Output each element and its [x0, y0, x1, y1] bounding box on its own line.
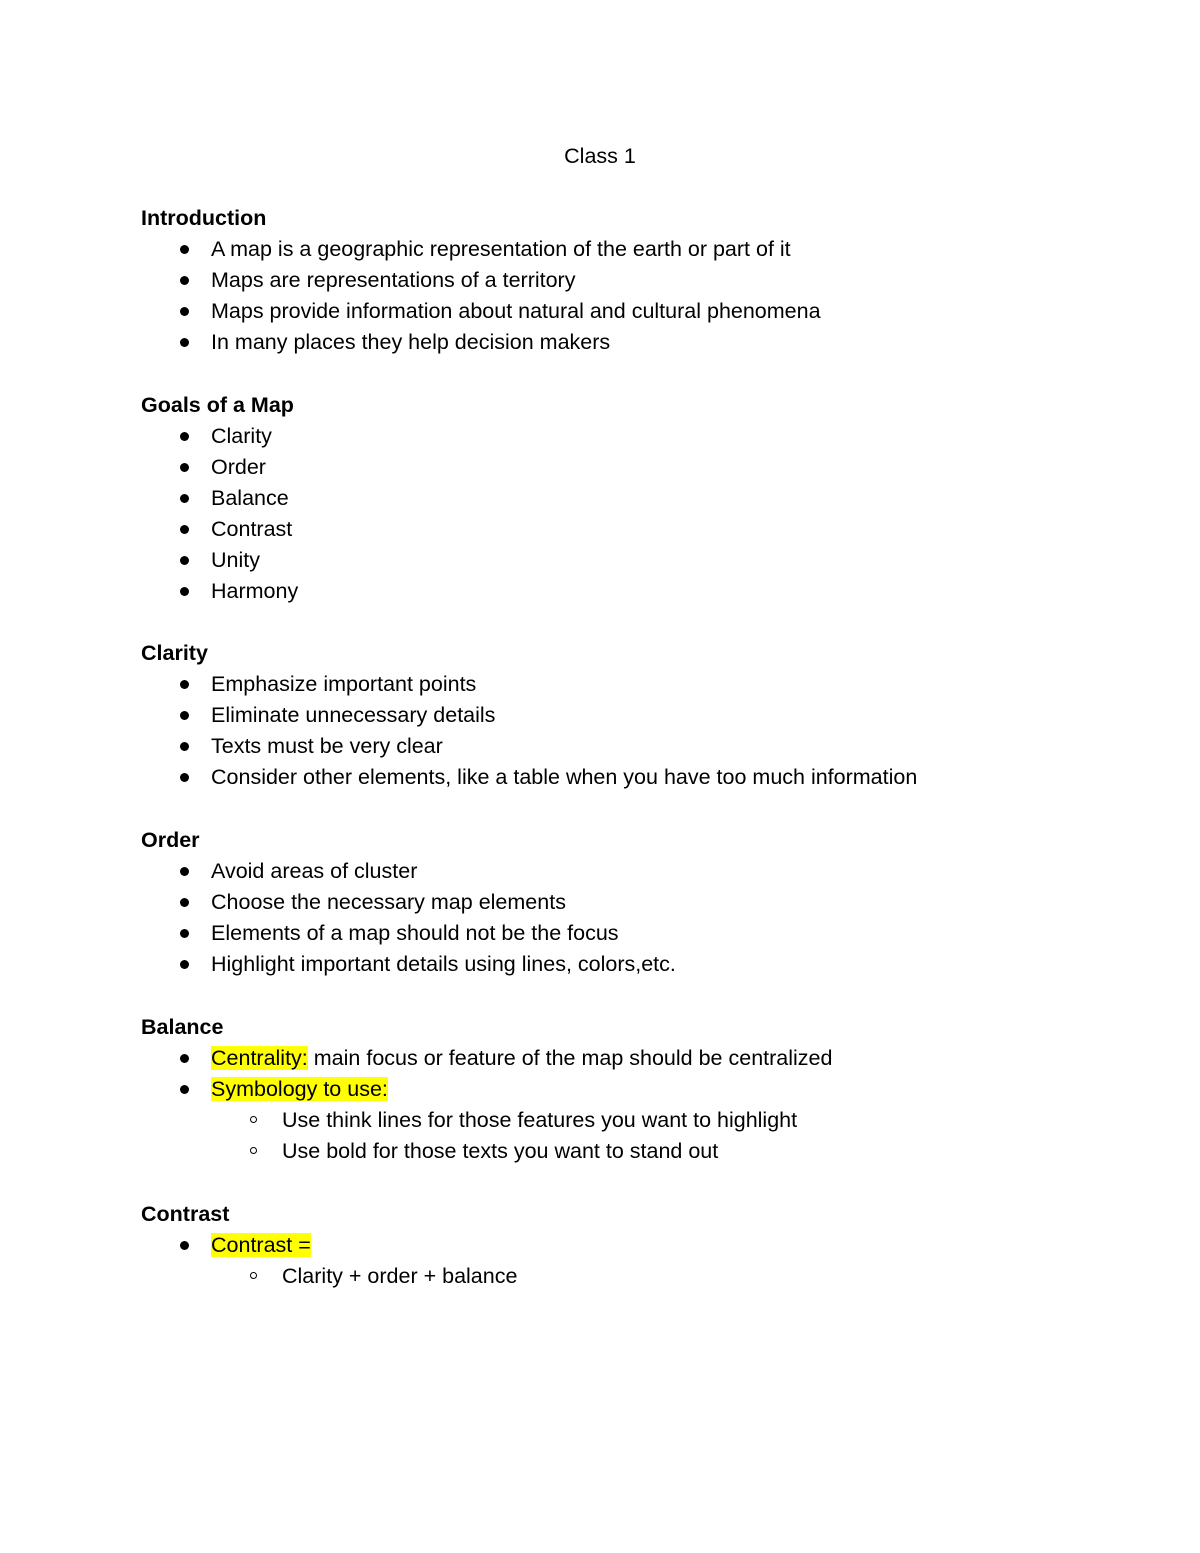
list-item — [141, 296, 821, 327]
section-heading-introduction: Introduction — [141, 206, 267, 230]
bullet-icon — [180, 245, 189, 254]
list-item — [141, 918, 676, 949]
list-item — [141, 421, 298, 452]
section-heading-order: Order — [141, 828, 200, 852]
list-item-text: In many places they help decision makers — [211, 330, 611, 355]
list-item-text: Texts must be very clear — [211, 734, 443, 759]
sub-list-item-text: Use bold for those texts you want to stand out — [282, 1139, 719, 1164]
list-item — [141, 234, 821, 265]
list-item — [141, 949, 676, 980]
list-item — [141, 762, 917, 793]
list-item — [141, 483, 298, 514]
bullet-icon — [180, 338, 189, 347]
section-heading-balance: Balance — [141, 1015, 224, 1039]
section-heading-goals: Goals of a Map — [141, 393, 294, 417]
symbology-sublist — [141, 1105, 832, 1167]
list-item-text: Eliminate unnecessary details — [211, 703, 496, 728]
list-item — [141, 669, 917, 700]
list-item-text: Highlight important details using lines, colors,etc. — [211, 952, 676, 977]
sub-list-item — [141, 1136, 832, 1167]
hollow-bullet-icon — [250, 1116, 257, 1123]
sub-list-item-text: Use think lines for those features you want to highlight — [282, 1108, 798, 1133]
contrast-list — [141, 1230, 517, 1292]
bullet-icon — [180, 1241, 189, 1250]
list-item — [141, 1230, 517, 1292]
list-item — [141, 576, 298, 607]
list-item — [141, 887, 676, 918]
list-item-text: Emphasize important points — [211, 672, 477, 696]
bullet-icon — [180, 494, 189, 503]
bullet-icon — [180, 929, 189, 938]
bullet-icon — [180, 680, 189, 689]
list-item-text: Consider other elements, like a table when you have too much information — [211, 765, 918, 790]
list-item — [141, 452, 298, 483]
section-heading-clarity: Clarity — [141, 641, 208, 665]
contrast-sublist — [141, 1261, 517, 1292]
list-item — [141, 545, 298, 576]
bullet-icon — [180, 1054, 189, 1063]
bullet-icon — [180, 1085, 189, 1094]
bullet-icon — [180, 276, 189, 285]
bullet-icon — [180, 525, 189, 534]
list-item — [141, 1043, 832, 1074]
balance-list — [141, 1043, 832, 1167]
list-item-text: Balance — [211, 486, 289, 511]
bullet-icon — [180, 587, 189, 596]
list-item-text: Maps are representations of a territory — [211, 268, 576, 293]
page-title: Class 1 — [564, 144, 636, 168]
bullet-icon — [180, 463, 189, 472]
bullet-icon — [180, 867, 189, 876]
list-item-text: Contrast — [211, 517, 293, 542]
bullet-icon — [180, 960, 189, 969]
list-item — [141, 1074, 832, 1167]
list-item — [141, 856, 676, 887]
highlighted-term-contrast: Contrast = — [211, 1233, 311, 1257]
list-item — [141, 514, 298, 545]
bullet-icon — [180, 742, 189, 751]
bullet-icon — [180, 773, 189, 782]
list-item-text: main focus or feature of the map should be centralized — [307, 1046, 833, 1070]
list-item-text: Maps provide information about natural and cultural phenomena — [211, 299, 821, 324]
list-item — [141, 265, 821, 296]
list-item-text: Order — [211, 455, 266, 480]
introduction-list — [141, 234, 821, 358]
list-item-text: Clarity — [211, 424, 272, 448]
list-item — [141, 700, 917, 731]
bullet-icon — [180, 898, 189, 907]
highlighted-term-symbology: Symbology to use: — [211, 1077, 388, 1102]
bullet-icon — [180, 432, 189, 441]
list-item — [141, 731, 917, 762]
bullet-icon — [180, 711, 189, 720]
list-item-text: Elements of a map should not be the focus — [211, 921, 619, 946]
bullet-icon — [180, 556, 189, 565]
list-item-text: Avoid areas of cluster — [211, 859, 418, 883]
order-list — [141, 856, 676, 980]
bullet-icon — [180, 307, 189, 316]
list-item-text: Unity — [211, 548, 260, 573]
hollow-bullet-icon — [250, 1272, 257, 1279]
goals-list — [141, 421, 298, 608]
sub-list-item-text: Clarity + order + balance — [282, 1264, 518, 1289]
hollow-bullet-icon — [250, 1147, 257, 1154]
sub-list-item — [141, 1105, 832, 1136]
list-item — [141, 327, 821, 358]
list-item-text: A map is a geographic representation of the earth or part of it — [211, 237, 791, 261]
section-heading-contrast: Contrast — [141, 1202, 230, 1226]
sub-list-item — [141, 1261, 517, 1292]
clarity-list — [141, 669, 917, 793]
list-item-text: Harmony — [211, 579, 299, 604]
list-item-text: Choose the necessary map elements — [211, 890, 566, 915]
highlighted-term-centrality: Centrality: — [211, 1046, 308, 1070]
